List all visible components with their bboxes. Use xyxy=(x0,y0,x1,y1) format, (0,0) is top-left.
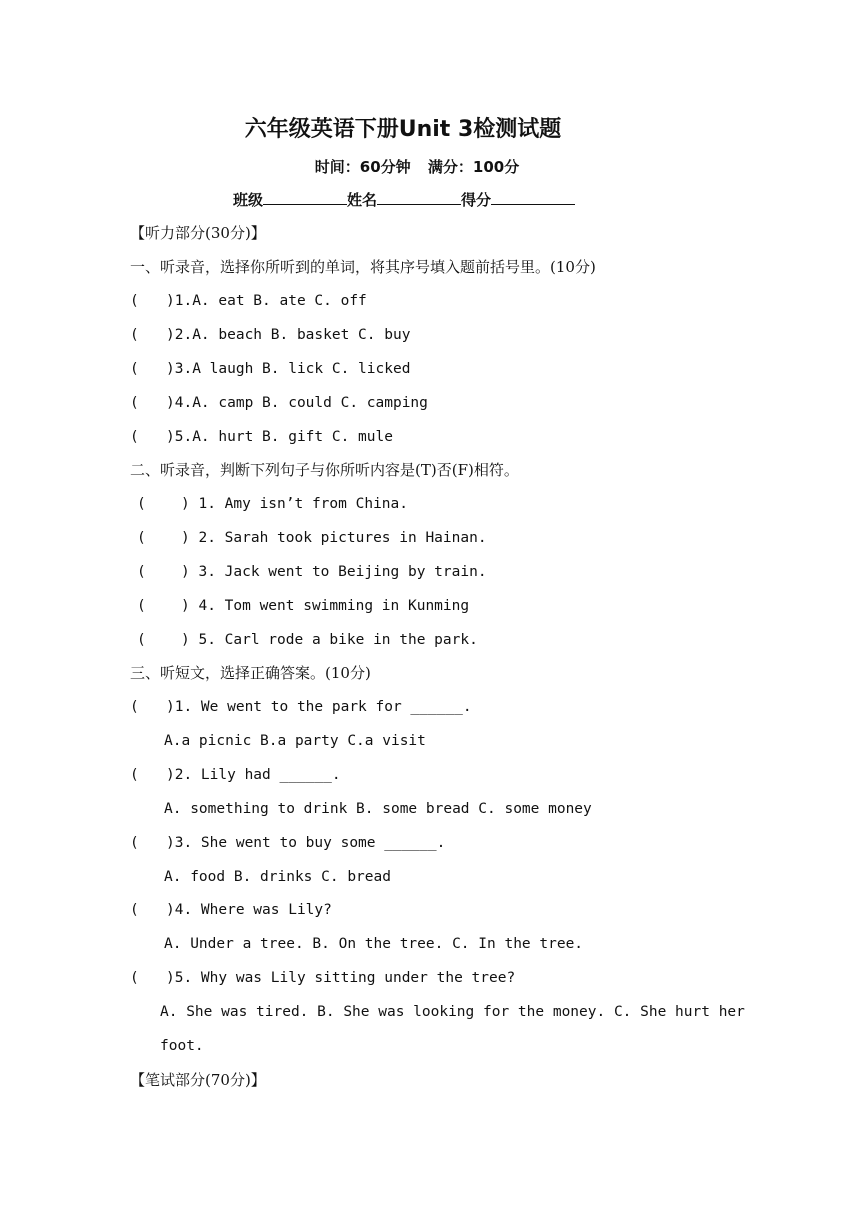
answer-bracket[interactable]: ( xyxy=(130,835,139,851)
answer-bracket[interactable]: ( xyxy=(130,699,139,715)
answer-bracket[interactable]: ( xyxy=(130,767,139,783)
full-score: 满分：100分 xyxy=(427,158,520,176)
answer-bracket[interactable]: ( xyxy=(137,564,146,580)
class-blank[interactable] xyxy=(263,190,347,205)
part3-options: A.a picnic B.a party C.a visit xyxy=(164,733,426,749)
part3-options: A. food B. drinks C. bread xyxy=(164,869,391,885)
class-label: 班级 xyxy=(233,191,264,209)
part3-options: A. Under a tree. B. On the tree. C. In the tree. xyxy=(164,936,584,952)
part1-title: 一、听录音，选择你所听到的单词，将其序号填入题前括号里。(10分) xyxy=(130,258,596,276)
answer-bracket[interactable]: ( xyxy=(137,598,146,614)
answer-bracket[interactable]: ( xyxy=(137,530,146,546)
part3-options: A. something to drink B. some bread C. some money xyxy=(164,801,592,817)
answer-bracket[interactable]: ( xyxy=(137,496,146,512)
part2-item: ( ) 1. Amy isn’t from China. xyxy=(137,496,408,512)
part2-item: ( ) 2. Sarah took pictures in Hainan. xyxy=(137,530,487,546)
answer-bracket[interactable]: ( xyxy=(130,293,139,309)
page-title: 六年级英语下册Unit 3检测试题 xyxy=(244,117,562,142)
grade-label: 得分 xyxy=(461,191,492,209)
answer-bracket[interactable]: ( xyxy=(130,327,139,343)
part1-item: ( )3.A laugh B. lick C. licked xyxy=(130,361,411,377)
written-header: 【笔试部分(70分)】 xyxy=(130,1071,266,1089)
answer-bracket[interactable]: ( xyxy=(130,902,139,918)
part3-options: A. She was tired. B. She was looking for the money. C. She hurt her xyxy=(160,1004,745,1020)
answer-bracket[interactable]: ( xyxy=(130,395,139,411)
listening-header: 【听力部分(30分)】 xyxy=(130,224,266,242)
part3-question: ( )5. Why was Lily sitting under the tree? xyxy=(130,970,516,986)
grade-blank[interactable] xyxy=(491,190,575,205)
time-limit: 时间：60分钟 xyxy=(314,158,411,176)
part1-item: ( )4.A. camp B. could C. camping xyxy=(130,395,428,411)
part3-options-continued: foot. xyxy=(160,1038,204,1054)
name-label: 姓名 xyxy=(347,191,378,209)
part2-item: ( ) 4. Tom went swimming in Kunming xyxy=(137,598,470,614)
part2-item: ( ) 5. Carl rode a bike in the park. xyxy=(137,632,478,648)
part2-item: ( ) 3. Jack went to Beijing by train. xyxy=(137,564,487,580)
answer-bracket[interactable]: ( xyxy=(137,632,146,648)
part3-title: 三、听短文，选择正确答案。(10分) xyxy=(130,664,371,682)
part2-title: 二、听录音，判断下列句子与你所听内容是(T)否(F)相符。 xyxy=(130,461,519,479)
student-info xyxy=(233,189,575,210)
answer-bracket[interactable]: ( xyxy=(130,361,139,377)
part3-question: ( )3. She went to buy some ______. xyxy=(130,835,446,851)
exam-meta xyxy=(0,156,834,177)
part3-question: ( )4. Where was Lily? xyxy=(130,902,332,918)
part1-item: ( )1.A. eat B. ate C. off xyxy=(130,293,367,309)
answer-bracket[interactable]: ( xyxy=(130,970,139,986)
part1-item: ( )5.A. hurt B. gift C. mule xyxy=(130,429,393,445)
name-blank[interactable] xyxy=(377,190,461,205)
part3-question: ( )2. Lily had ______. xyxy=(130,767,341,783)
part1-item: ( )2.A. beach B. basket C. buy xyxy=(130,327,411,343)
part3-question: ( )1. We went to the park for ______. xyxy=(130,699,472,715)
answer-bracket[interactable]: ( xyxy=(130,429,139,445)
